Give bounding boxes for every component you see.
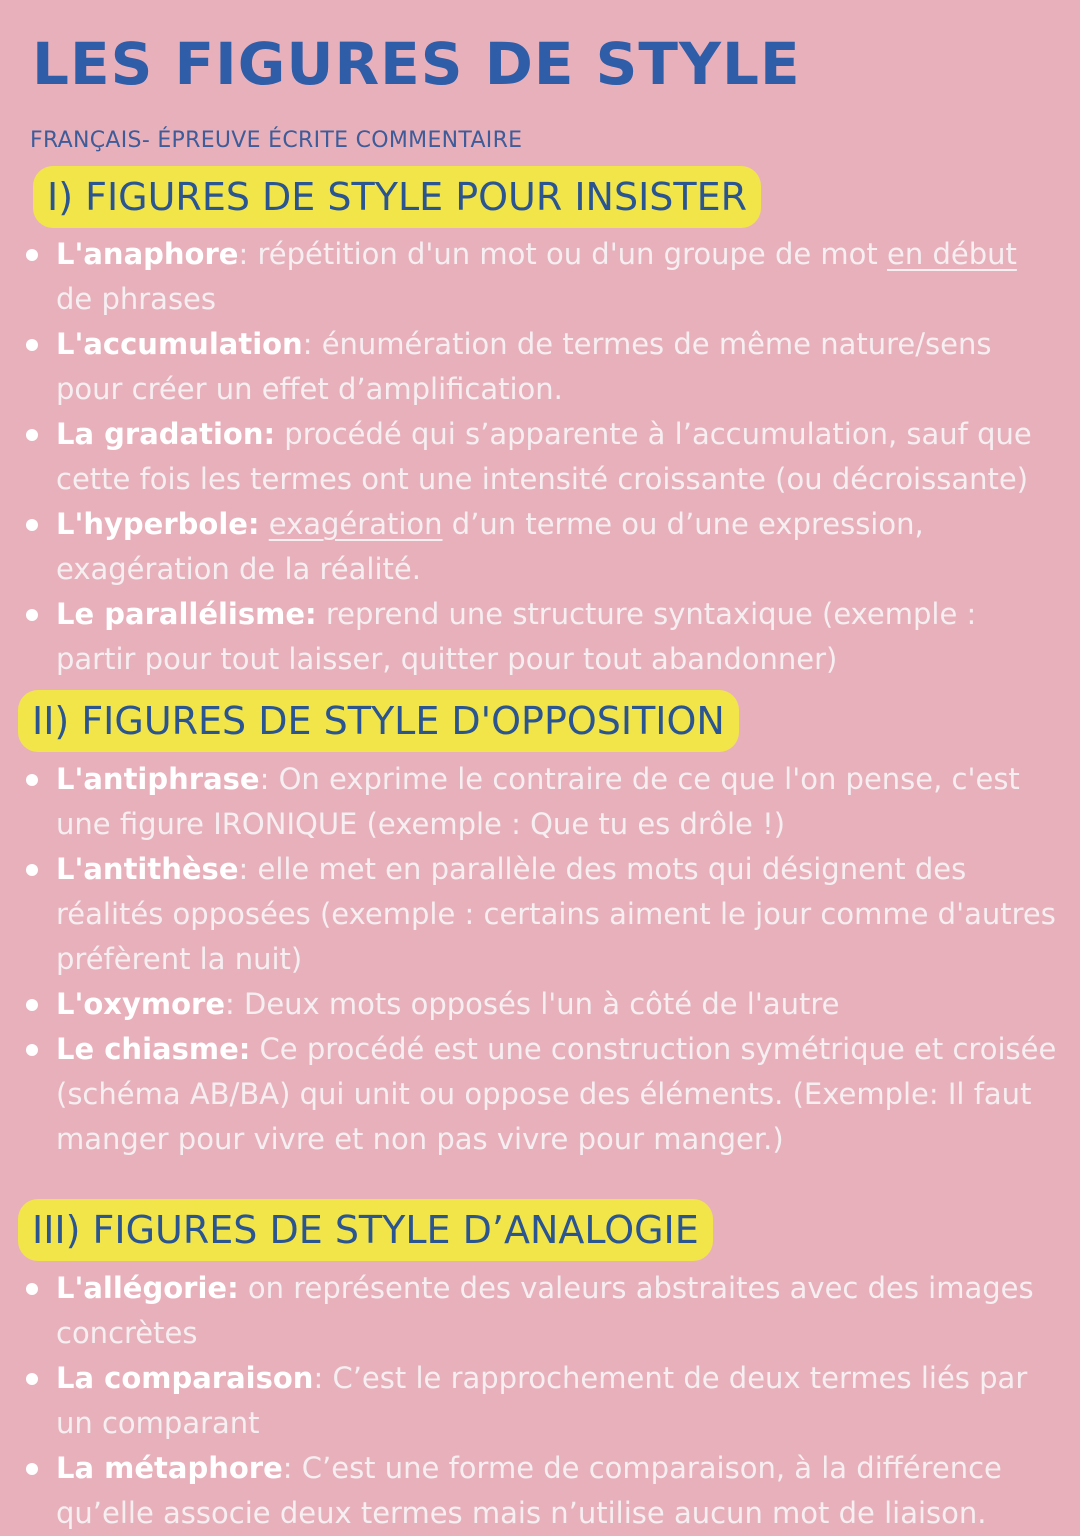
list-item: L'anaphore: répétition d'un mot ou d'un groupe de mot en début de phrases	[20, 232, 1060, 322]
list-item: Le chiasme: Ce procédé est une construction symétrique et croisée (schéma AB/BA) qui unit ou oppose des éléments. (Exemple: Il faut manger pour vivre et non pas vivre pour manger.)	[20, 1027, 1060, 1162]
term: Le chiasme:	[56, 1032, 251, 1066]
term: L'antiphrase	[56, 762, 260, 796]
subtitle: FRANÇAIS- ÉPREUVE ÉCRITE COMMENTAIRE	[30, 128, 523, 153]
term: La gradation:	[56, 417, 276, 451]
list-opposition	[20, 757, 1060, 1162]
list-item: L'antiphrase: On exprime le contraire de ce que l'on pense, c'est une figure IRONIQUE (exemple : Que tu es drôle !)	[20, 757, 1060, 847]
list-item: La gradation: procédé qui s’apparente à l’accumulation, sauf que cette fois les termes ont une intensité croissante (ou décroissante)	[20, 412, 1060, 502]
list-item: L'hyperbole: exagération d’un terme ou d’une expression, exagération de la réalité.	[20, 502, 1060, 592]
section-heading-opposition: II) FIGURES DE STYLE D'OPPOSITION	[18, 690, 739, 752]
list-item: L'allégorie: on représente des valeurs abstraites avec des images concrètes	[20, 1266, 1060, 1356]
list-insister	[20, 232, 1060, 682]
term: La comparaison	[56, 1361, 314, 1395]
term: L'hyperbole:	[56, 507, 260, 541]
list-item: L'oxymore: Deux mots opposés l'un à côté de l'autre	[20, 982, 1060, 1027]
page-title: LES FIGURES DE STYLE	[32, 30, 801, 98]
term: Le parallélisme:	[56, 597, 317, 631]
term: La métaphore	[56, 1451, 283, 1485]
section-heading-insister: I) FIGURES DE STYLE POUR INSISTER	[33, 166, 761, 228]
term: L'anaphore	[56, 237, 239, 271]
term: L'allégorie:	[56, 1271, 239, 1305]
list-item: Le parallélisme: reprend une structure syntaxique (exemple : partir pour tout laisser, quitter pour tout abandonner)	[20, 592, 1060, 682]
list-analogie	[20, 1266, 1060, 1536]
list-item: La comparaison: C’est le rapprochement de deux termes liés par un comparant	[20, 1356, 1060, 1446]
term: L'accumulation	[56, 327, 303, 361]
list-item: L'antithèse: elle met en parallèle des mots qui désignent des réalités opposées (exemple : certains aiment le jour comme d'autres préfèrent la nuit)	[20, 847, 1060, 982]
section-heading-analogie: III) FIGURES DE STYLE D’ANALOGIE	[18, 1199, 713, 1261]
list-item: L'accumulation: énumération de termes de même nature/sens pour créer un effet d’amplification.	[20, 322, 1060, 412]
term: L'antithèse	[56, 852, 239, 886]
list-item: La métaphore: C’est une forme de comparaison, à la différence qu’elle associe deux termes mais n’utilise aucun mot de liaison.	[20, 1446, 1060, 1536]
term: L'oxymore	[56, 987, 226, 1021]
